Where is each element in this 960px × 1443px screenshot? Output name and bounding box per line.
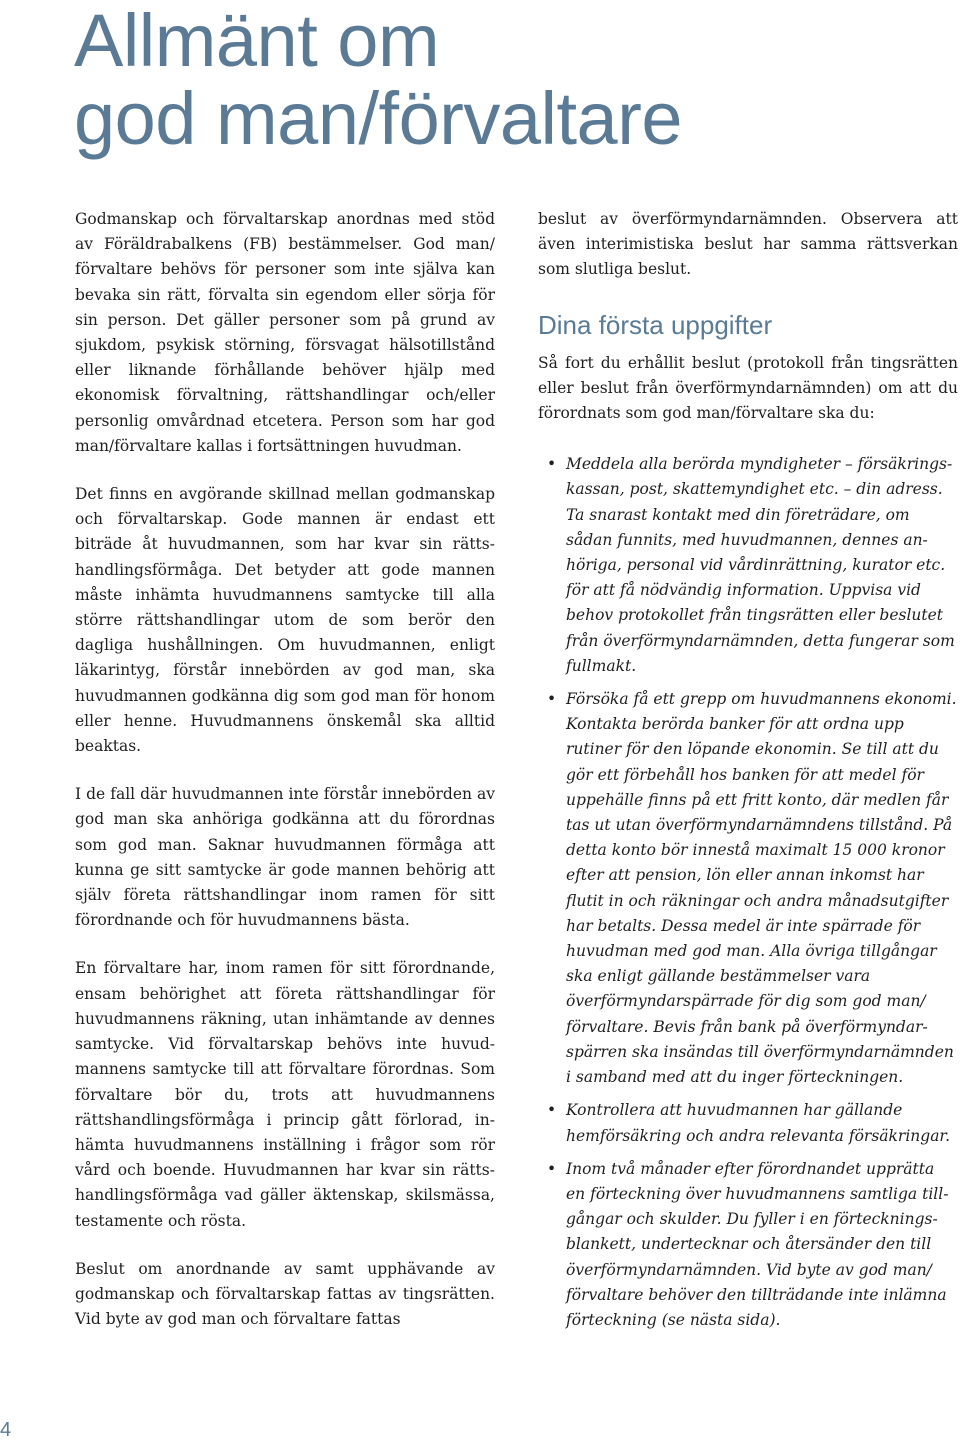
right-column — [538, 207, 958, 1341]
list-item-text: Meddela alla berörda myndigheter – försäkringskassan, post, skattemyndighet etc. – din adress. Ta snarast kontakt med din företrädare, om sådan funnits, med huvudmannen, dennes anhöriga, personal vid vårdinrättning, kurator etc. för att få nödvändig information. Uppvisa vid behov protokollet från tingsrätten eller beslutet från överförmyndarnämnden, detta fungerar som fullmakt. — [566, 455, 955, 675]
page-number: 4 — [0, 1419, 12, 1441]
task-list — [538, 452, 958, 1333]
page-title-line-2: god man/förvaltare — [74, 77, 683, 160]
paragraph-intro: Godmanskap och förvaltarskap anordnas med stöd av Föräldrabalkens (FB) bestämmelser. God man/ förvaltare behövs för personer som inte själva kan bevaka sin rätt, förvalta sin egendom eller sörja för sin person. Det gäller personer som på grund av sjukdom, psykisk störning, försvagat hälsotillstånd eller liknande förhållande behöver hjälp med ekonomisk förvaltning, rättshandlingar och/eller personlig omvårdnad etcetera. Person som har god man/förvaltare kallas i fortsättningen huvudman. — [75, 210, 495, 455]
paragraph-continuation: beslut av överförmyndarnämnden. Observera att även interimistiska beslut har samma rättsverkan som slutliga beslut. — [538, 210, 958, 279]
list-item-text: Försöka få ett grepp om huvudmannens ekonomi. Kontakta berörda banker för att ordna upp rutiner för den löpande ekonomin. Se till att du gör ett förbehåll hos banken för att medel för uppehälle finns på ett fritt konto, där medlen får tas ut utan överförmyndarnämndens tillstånd. På detta konto bör innestå maximalt 15 000 kronor efter att pension, lön eller annan inkomst har flutit in och räkningar och andra månadsutgifter har betalts. Dessa medel är inte spärrade för huvudman med god man. Alla övriga tillgångar ska enligt gällande bestämmelser vara överförmyndarspärrade för dig som god man/ förvaltare. Bevis från bank på överförmyndarspärren ska insändas till överförmyndarnämnden i samband med att du inger förteckningen. — [566, 690, 957, 1087]
section-heading: Dina första uppgifter — [538, 309, 773, 340]
list-item-text: Kontrollera att huvudmannen har gällande hemförsäkring och andra relevanta försäkringar. — [566, 1101, 951, 1145]
list-item-text: Inom två månader efter förordnandet upprätta en förteckning över huvudmannens samtliga tillgångar och skulder. Du fyller i en förteckningsblankett, undertecknar och återsänder den till överförmyndarnämnden. Vid byte av god man/ förvaltare behöver den tillträdande inte inlämna förteckning (se nästa sida). — [566, 1159, 949, 1329]
paragraph-administrator: En förvaltare har, inom ramen för sitt förordnande, ensam behörighet att företa rättshandlingar för huvudmannens räkning, utan inhämtande av dennes samtycke. Vid förvaltarskap behövs inte huvudmannens samtycke till att förvaltare förordnas. Som förvaltare bör du, trots att huvudmannens rättshandlingsförmåga i princip gått förlorad, inhämta huvudmannens inställning i frågor som rör vård och boende. Huvudmannen har kvar sin rättshandlingsförmåga vad gäller äktenskap, skilsmässa, testamente och rösta. — [75, 959, 495, 1230]
paragraph-relatives: I de fall där huvudmannen inte förstår innebörden av god man ska anhöriga godkänna att du förordnas som god man. Saknar huvudmannen förmåga att kunna ge sitt samtycke är gode mannen behörig att själv företa rättshandlingar inom ramen för sitt förordnande och för huvudmannens bästa. — [75, 785, 495, 930]
bullet-icon: • — [547, 1159, 557, 1178]
bullet-icon: • — [547, 1101, 557, 1120]
list-item — [538, 1157, 958, 1333]
list-item — [538, 452, 958, 679]
list-item — [538, 1098, 958, 1148]
section-intro: Så fort du erhållit beslut (protokoll från tingsrätten eller beslut från överförmyndarnämnden) om att du förordnats som god man/förvaltare ska du: — [538, 353, 958, 423]
left-column — [75, 207, 495, 1355]
paragraph-decision: Beslut om anordnande av samt upphävande av godmanskap och förvaltarskap fattas av tingsrätten. Vid byte av god man och förvaltare fattas — [75, 1259, 495, 1329]
page-title — [74, 2, 682, 158]
page-title-line-1: Allmänt om — [74, 0, 440, 82]
paragraph-difference: Det finns en avgörande skillnad mellan godmanskap och förvaltarskap. Gode mannen är endast ett biträde åt huvudmannen, som har kvar sin rättshandlingsförmåga. Det betyder att gode mannen måste inhämta huvudmannens samtycke till alla större rättshandlingar utom de som berör den dagliga hushållningen. Om huvudmannen, enligt läkarintyg, förstår innebörden av god man, ska huvudmannen godkänna dig som god man för honom eller henne. Huvudmannens önskemål ska alltid beaktas. — [75, 485, 495, 756]
bullet-icon: • — [547, 690, 557, 709]
bullet-icon: • — [547, 455, 557, 474]
list-item — [538, 687, 958, 1090]
